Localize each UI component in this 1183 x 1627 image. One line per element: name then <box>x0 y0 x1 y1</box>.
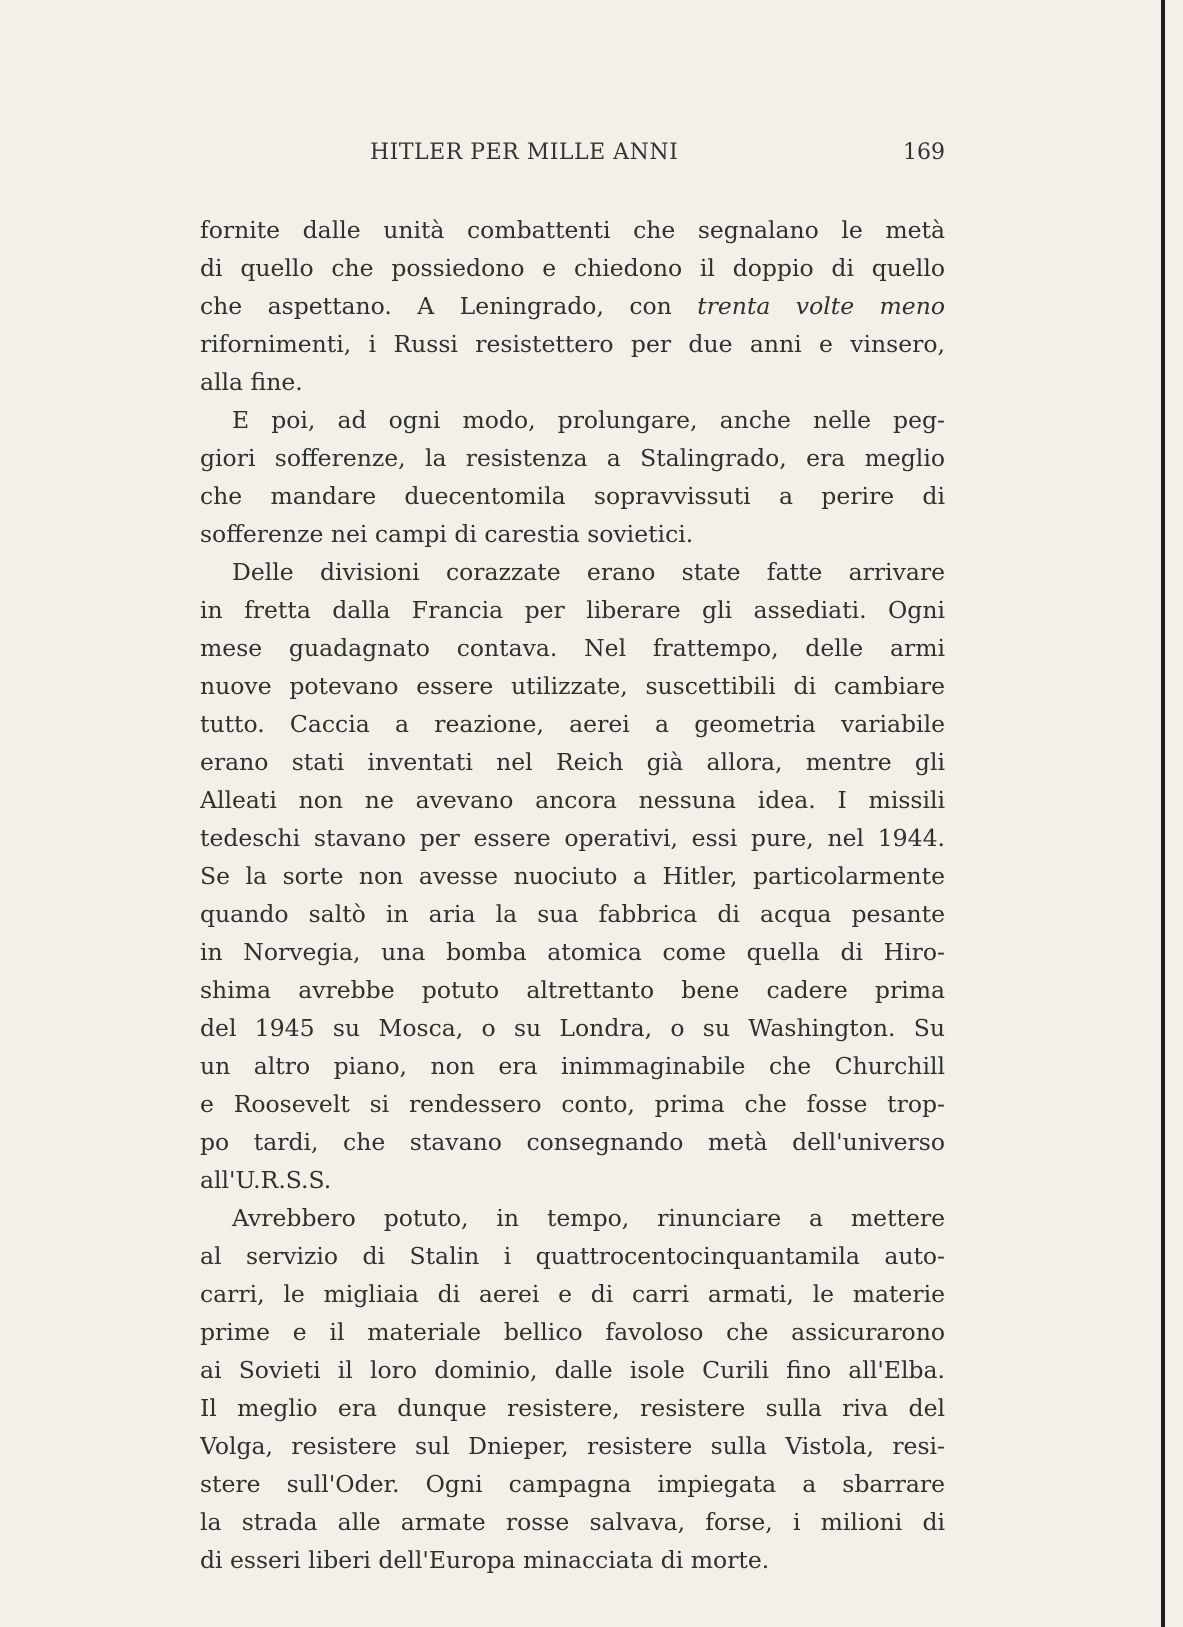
running-title: HITLER PER MILLE ANNI <box>370 140 679 165</box>
text-line: Avrebbero potuto, in tempo, rinunciare a mettere <box>232 1204 945 1232</box>
text-segment: che aspettano. A Leningrado, con <box>200 292 672 320</box>
text-line: giori sofferenze, la resistenza a Stalingrado, era meglio <box>200 444 945 472</box>
text-line: erano stati inventati nel Reich già allora, mentre gli <box>200 748 945 776</box>
text-line: di esseri liberi dell'Europa minacciata di morte. <box>200 1546 770 1574</box>
text-line: po tardi, che stavano consegnando metà dell'universo <box>200 1128 945 1156</box>
text-line: Alleati non ne avevano ancora nessuna idea. I missili <box>200 786 945 814</box>
text-line: all'U.R.S.S. <box>200 1166 332 1194</box>
page-number: 169 <box>903 140 945 165</box>
text-line: Volga, resistere sul Dnieper, resistere sulla Vistola, resi- <box>200 1432 945 1460</box>
text-line: in Norvegia, una bomba atomica come quella di Hiro- <box>200 938 945 966</box>
text-line: stere sull'Oder. Ogni campagna impiegata a sbarrare <box>200 1470 945 1498</box>
text-line: la strada alle armate rosse salvava, forse, i milioni di <box>200 1508 945 1536</box>
text-line: del 1945 su Mosca, o su Londra, o su Washington. Su <box>200 1014 945 1042</box>
text-line: tedeschi stavano per essere operativi, essi pure, nel 1944. <box>200 824 945 852</box>
text-line: un altro piano, non era inimmaginabile che Churchill <box>200 1052 945 1080</box>
text-line <box>200 287 945 325</box>
body-text <box>200 211 945 1579</box>
text-line: Se la sorte non avesse nuociuto a Hitler, particolarmente <box>200 862 945 890</box>
text-line: quando saltò in aria la sua fabbrica di acqua pesante <box>200 900 945 928</box>
text-line: rifornimenti, i Russi resistettero per due anni e vinsero, <box>200 330 945 358</box>
text-line: tutto. Caccia a reazione, aerei a geometria variabile <box>200 710 945 738</box>
text-line: fornite dalle unità combattenti che segnalano le metà <box>200 216 945 244</box>
text-line: mese guadagnato contava. Nel frattempo, delle armi <box>200 634 945 662</box>
text-line: Delle divisioni corazzate erano state fatte arrivare <box>232 558 945 586</box>
text-line: Il meglio era dunque resistere, resistere sulla riva del <box>200 1394 945 1422</box>
text-line: al servizio di Stalin i quattrocentocinquantamila auto- <box>200 1242 945 1270</box>
text-line: sofferenze nei campi di carestia sovietici. <box>200 520 694 548</box>
text-line: di quello che possiedono e chiedono il doppio di quello <box>200 254 945 282</box>
text-line: carri, le migliaia di aerei e di carri armati, le materie <box>200 1280 945 1308</box>
text-line: E poi, ad ogni modo, prolungare, anche nelle peg- <box>232 406 945 434</box>
text-line: alla fine. <box>200 368 303 396</box>
text-line: nuove potevano essere utilizzate, suscettibili di cambiare <box>200 672 945 700</box>
text-line: shima avrebbe potuto altrettanto bene cadere prima <box>200 976 945 1004</box>
text-line: in fretta dalla Francia per liberare gli assediati. Ogni <box>200 596 945 624</box>
page-edge-line <box>1161 0 1165 1627</box>
text-line: e Roosevelt si rendessero conto, prima che fosse trop- <box>200 1090 945 1118</box>
italic-phrase: trenta volte meno <box>697 292 945 320</box>
text-line: prime e il materiale bellico favoloso che assicurarono <box>200 1318 945 1346</box>
text-line: che mandare duecentomila sopravvissuti a perire di <box>200 482 945 510</box>
text-line: ai Sovieti il loro dominio, dalle isole Curili fino all'Elba. <box>200 1356 945 1384</box>
page-header <box>200 140 945 174</box>
